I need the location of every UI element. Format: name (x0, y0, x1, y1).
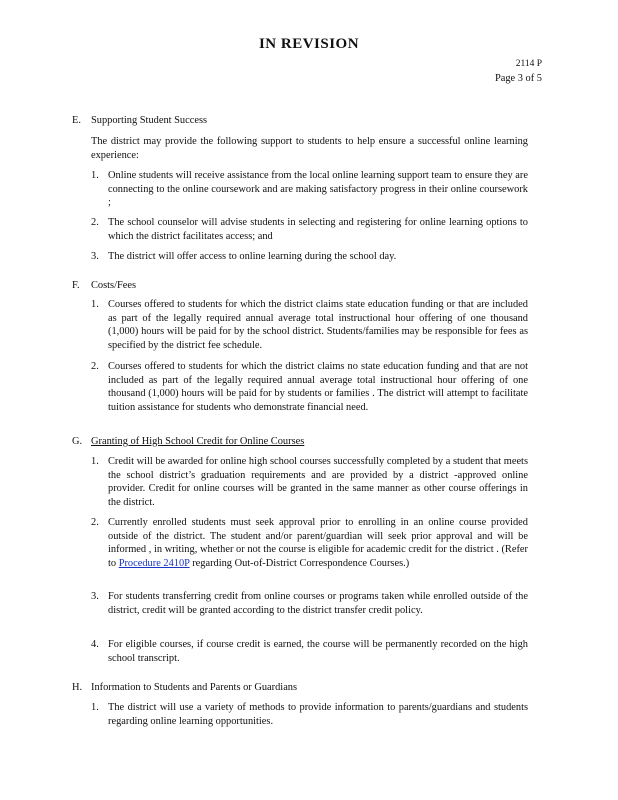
section-g-heading: Granting of High School Credit for Online Courses (91, 436, 305, 447)
section-h-letter: H. (72, 682, 83, 693)
section-f-heading: Costs/Fees (91, 280, 137, 291)
page-title: IN REVISION (258, 36, 360, 52)
list-item-number: 1. (91, 170, 99, 181)
list-item: Credit will be awarded for online high school courses successfully completed by a student that meets the school district’s graduation requirements and are provided by a district -approved online provider. Credit for online courses will be granted in the same manner as other course offerings in the district. (108, 456, 528, 508)
item-text-after-link: regarding Out-of-District Correspondence Courses.) (189, 557, 410, 569)
list-item: The district will use a variety of methods to provide information to parents/guardians and students regarding online learning opportunities. (108, 702, 528, 727)
list-item-number: 1. (91, 456, 99, 467)
section-h-heading: Information to Students and Parents or Guardians (91, 682, 298, 693)
page-number: Page 3 of 5 (494, 73, 542, 84)
document-number: 2114 P (515, 59, 542, 69)
list-item-number: 2. (91, 517, 99, 528)
list-item: Online students will receive assistance from the local online learning support team to ensure they are connecting to the online coursework and are making satisfactory progress in their online coursework ; (108, 170, 528, 209)
section-f-letter: F. (72, 280, 80, 291)
list-item (108, 516, 528, 570)
list-item: The district will offer access to online learning during the school day. (108, 251, 397, 262)
section-e-heading: Supporting Student Success (91, 115, 208, 126)
procedure-2410p-link[interactable]: Procedure 2410P (118, 557, 190, 569)
section-e-intro: The district may provide the following support to students to help ensure a successful online learning experience: (91, 136, 528, 161)
list-item: For students transferring credit from online courses or programs taken while enrolled outside of the district, credit will be granted according to the district transfer credit policy. (108, 591, 528, 616)
list-item: Courses offered to students for which the district claims no state education funding and that are not included as part of the legally required annual average total instructional hour offering of one thousand (1,000) hours will be paid for by students or families . The district will attempt to facilitate tuition assistance for students who demonstrate financial need. (108, 361, 528, 413)
list-item-number: 3. (91, 591, 99, 602)
item-text-before-link: Currently enrolled students must seek approval prior to enrolling in an online course provided outside of the district. The student and/or parent/guardian will seek prior approval and will be informed , in writing, whether or not the course is eligible for academic credit for the district . (Refer to (108, 517, 528, 569)
list-item: For eligible courses, if course credit is earned, the course will be permanently recorded on the high school transcript. (108, 639, 528, 664)
section-g-letter: G. (72, 436, 83, 447)
list-item: The school counselor will advise students in selecting and registering for online learning options to which the district facilitates access; and (108, 217, 528, 242)
section-e-letter: E. (72, 115, 81, 126)
list-item-number: 2. (91, 217, 99, 228)
list-item-number: 3. (91, 251, 99, 262)
list-item-number: 1. (91, 299, 99, 310)
list-item: Courses offered to students for which the district claims state education funding or that are included as part of the legally required annual average total instructional hour offering of one thousand (1,000) hours will be paid for by the school district. Students/families may be responsible for fees as specified by the district fee schedule. (108, 299, 528, 351)
list-item-number: 4. (91, 639, 99, 650)
list-item-number: 2. (91, 361, 99, 372)
list-item-number: 1. (91, 702, 99, 713)
